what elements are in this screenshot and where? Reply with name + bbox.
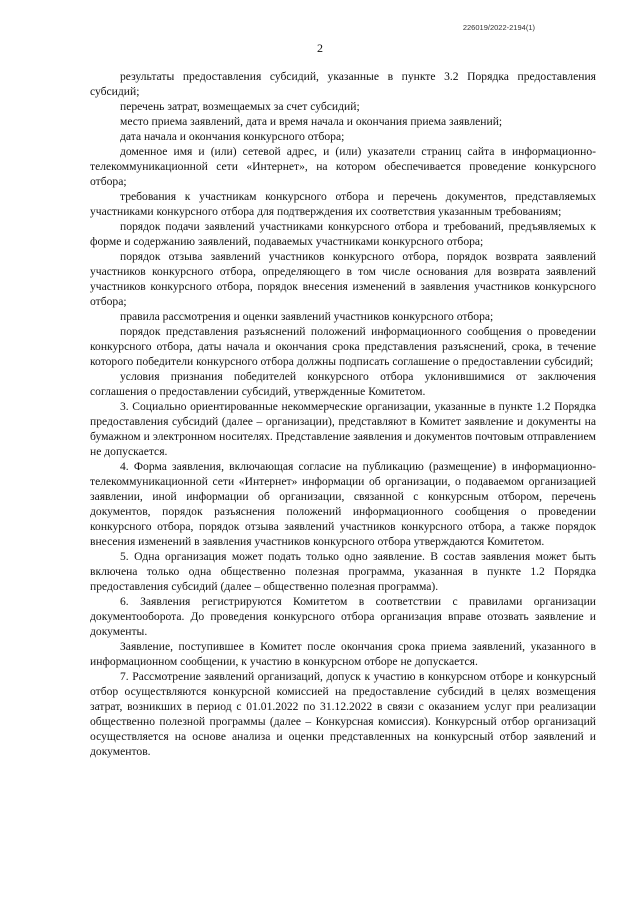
paragraph: доменное имя и (или) сетевой адрес, и (или) указатели страниц сайта в информационно-телекоммуникационной сети «Интернет», на котором обеспечивается проведение конкурсного отбора; xyxy=(90,145,596,188)
paragraph: Заявление, поступившее в Комитет после окончания срока приема заявлений, указанного в информационном сообщении, к участию в конкурсном отборе не допускается. xyxy=(90,640,596,668)
paragraph: дата начала и окончания конкурсного отбора; xyxy=(120,130,345,143)
paragraph: результаты предоставления субсидий, указанные в пункте 3.2 Порядка предоставления субсидий; xyxy=(90,70,596,98)
paragraph: 5. Одна организация может подать только одно заявление. В состав заявления может быть включена только одна общественно полезная программа, указанная в пункте 1.2 Порядка предоставления субсидий (далее – общественно полезная программа). xyxy=(90,550,596,593)
paragraph: перечень затрат, возмещаемых за счет субсидий; xyxy=(120,100,360,113)
paragraph: порядок представления разъяснений положений информационного сообщения о проведении конкурсного отбора, даты начала и окончания срока представления разъяснений, срока, в течение которого победители конкурсного отбора должны подписать соглашение о предоставлении субсидий; xyxy=(90,325,596,368)
paragraph: требования к участникам конкурсного отбора и перечень документов, представляемых участниками конкурсного отбора для подтверждения их соответствия указанным требованиям; xyxy=(90,190,596,218)
paragraph: 6. Заявления регистрируются Комитетом в соответствии с правилами организации документооборота. До проведения конкурсного отбора организация вправе отозвать заявление и документы. xyxy=(90,595,596,638)
paragraph: 3. Социально ориентированные некоммерческие организации, указанные в пункте 1.2 Порядка предоставления субсидий (далее – организации), представляют в Комитет заявление и документы на бумажном и электронном носителях. Представление заявления и документов почтовым отправлением не допускается. xyxy=(90,400,596,458)
paragraph: 7. Рассмотрение заявлений организаций, допуск к участию в конкурсном отборе и конкурсный отбор осуществляются конкурсной комиссией на предоставление субсидий в целях возмещения затрат, возникших в период с 01.01.2022 по 31.12.2022 в связи с оказанием услуг при реализации общественно полезной программы (далее – Конкурсная комиссия). Конкурсный отбор организаций осуществляется на основе анализа и оценки представленных на конкурсный отбор заявлений и документов. xyxy=(90,670,596,758)
document-id: 226019/2022-2194(1) xyxy=(462,23,535,32)
paragraph: правила рассмотрения и оценки заявлений участников конкурсного отбора; xyxy=(120,310,494,323)
document-body xyxy=(90,69,596,759)
page-number: 2 xyxy=(317,41,323,55)
paragraph: 4. Форма заявления, включающая согласие на публикацию (размещение) в информационно-телекоммуникационной сети «Интернет» информации об организации, о подаваемом организацией заявлении, иной информации об организации, связанной с конкурсным отбором, перечень документов, порядок разъяснения положений информационного сообщения о проведении конкурсного отбора, порядок отзыва заявлений участников конкурсного отбора, а также порядок внесения изменений в заявления участников конкурсного отбора утверждаются Комитетом. xyxy=(90,460,596,548)
paragraph: условия признания победителей конкурсного отбора уклонившимися от заключения соглашения о предоставлении субсидий, утвержденные Комитетом. xyxy=(90,370,596,398)
paragraph: порядок отзыва заявлений участников конкурсного отбора, порядок возврата заявлений участников конкурсного отбора, определяющего в том числе основания для возврата заявлений участников конкурсного отбора, порядок внесения изменений в заявления участников конкурсного отбора; xyxy=(90,250,596,308)
paragraph: порядок подачи заявлений участниками конкурсного отбора и требований, предъявляемых к форме и содержанию заявлений, подаваемых участниками конкурсного отбора; xyxy=(90,220,596,248)
paragraph: место приема заявлений, дата и время начала и окончания приема заявлений; xyxy=(120,115,503,128)
